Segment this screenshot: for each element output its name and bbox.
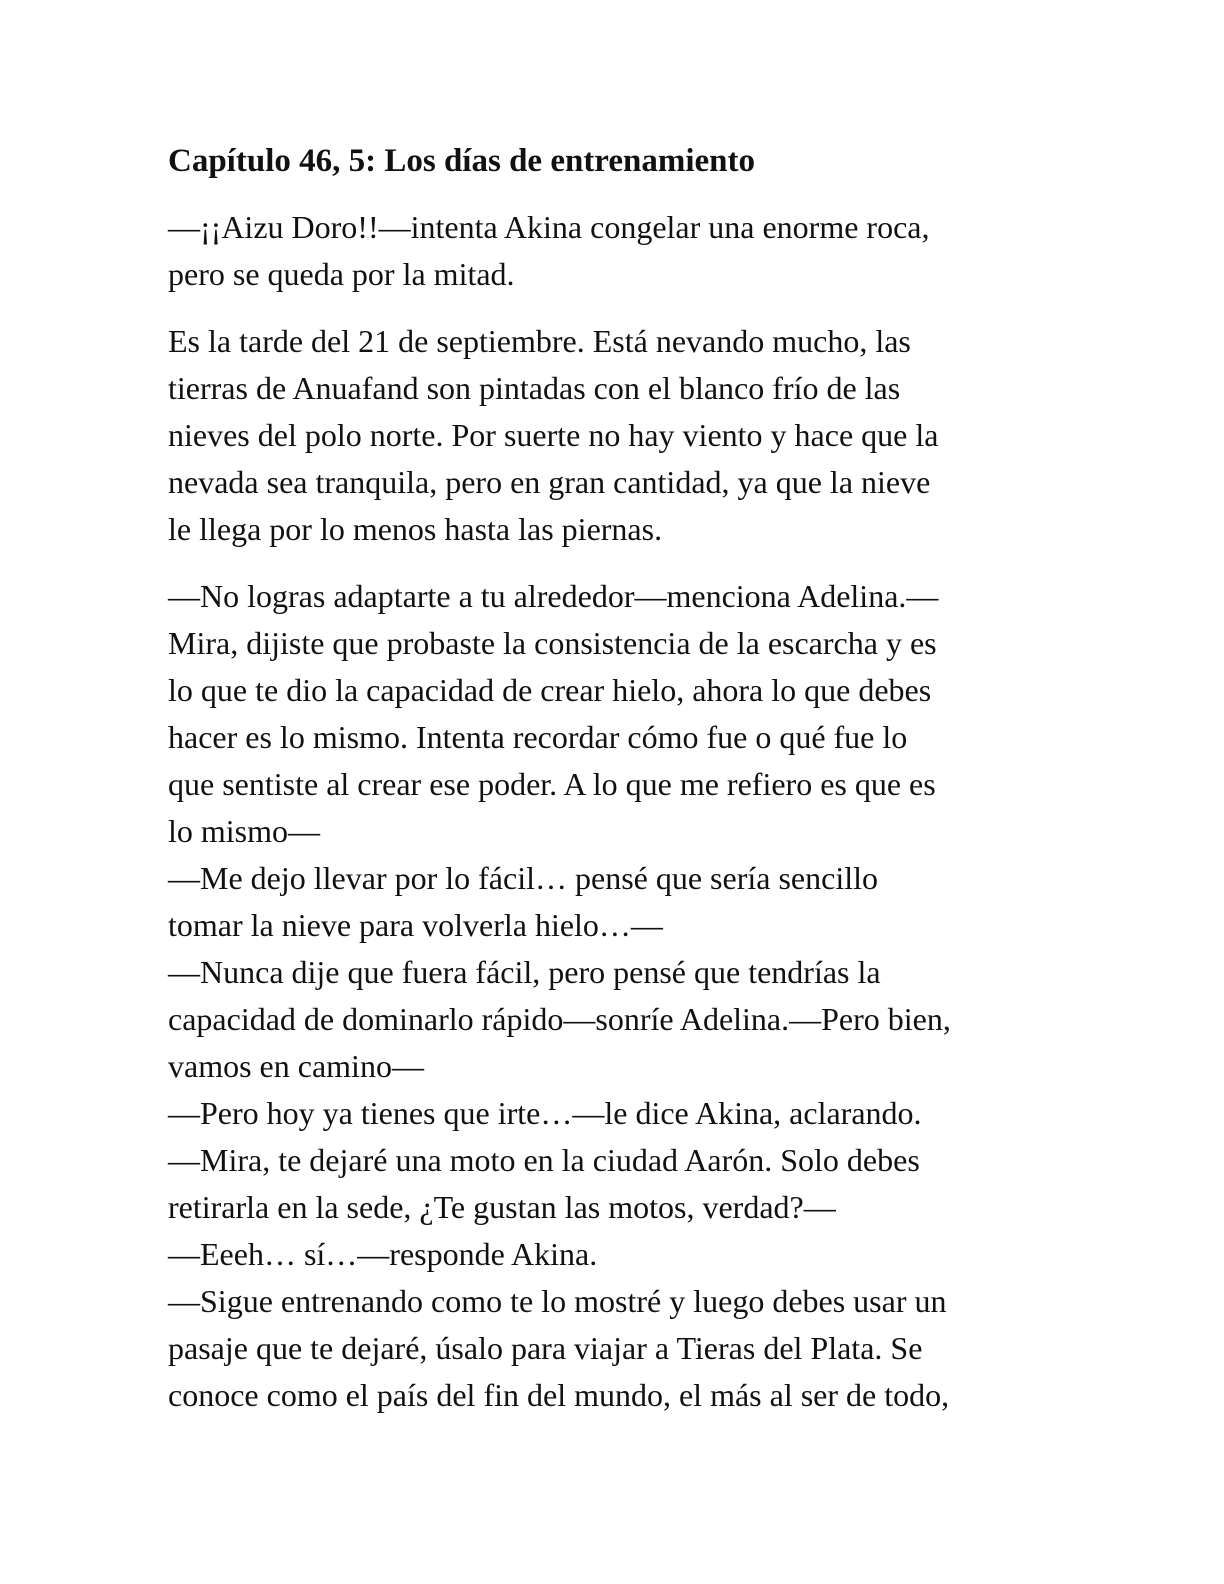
text-line: pasaje que te dejaré, úsalo para viajar a Tieras del Plata. Se [168,1330,923,1366]
text-line: —Me dejo llevar por lo fácil… pensé que sería sencillo [168,860,878,896]
paragraph-1 [168,204,1068,298]
text-line: retirarla en la sede, ¿Te gustan las motos, verdad?— [168,1189,836,1225]
text-line: —Pero hoy ya tienes que irte…—le dice Akina, aclarando. [168,1095,922,1131]
text-line: —Eeeh… sí…—responde Akina. [168,1236,598,1272]
chapter-title: Capítulo 46, 5: Los días de entrenamiento [168,143,756,179]
text-line: Es la tarde del 21 de septiembre. Está nevando mucho, las [168,323,911,359]
document-page [168,138,1068,1419]
text-line: hacer es lo mismo. Intenta recordar cómo fue o qué fue lo [168,719,908,755]
text-line: tierras de Anuafand son pintadas con el blanco frío de las [168,370,901,406]
text-line: pero se queda por la mitad. [168,256,515,292]
text-line: —Mira, te dejaré una moto en la ciudad Aarón. Solo debes [168,1142,920,1178]
text-line: nevada sea tranquila, pero en gran cantidad, ya que la nieve [168,464,931,500]
text-line: —¡¡Aizu Doro!!—intenta Akina congelar una enorme roca, [168,209,930,245]
paragraph-3 [168,573,1068,1419]
text-line: capacidad de dominarlo rápido—sonríe Adelina.—Pero bien, [168,1001,951,1037]
text-line: tomar la nieve para volverla hielo…— [168,907,663,943]
text-line: lo mismo— [168,813,321,849]
text-line: —Sigue entrenando como te lo mostré y luego debes usar un [168,1283,947,1319]
text-line: le llega por lo menos hasta las piernas. [168,511,663,547]
text-line: —No logras adaptarte a tu alrededor—menciona Adelina.— [168,578,939,614]
text-line: Mira, dijiste que probaste la consistencia de la escarcha y es [168,625,937,661]
paragraph-2 [168,318,1068,553]
text-line: —Nunca dije que fuera fácil, pero pensé que tendrías la [168,954,881,990]
text-line: que sentiste al crear ese poder. A lo que me refiero es que es [168,766,936,802]
text-line: vamos en camino— [168,1048,424,1084]
text-line: nieves del polo norte. Por suerte no hay viento y hace que la [168,417,939,453]
text-line: lo que te dio la capacidad de crear hielo, ahora lo que debes [168,672,932,708]
text-line: conoce como el país del fin del mundo, el más al ser de todo, [168,1377,950,1413]
